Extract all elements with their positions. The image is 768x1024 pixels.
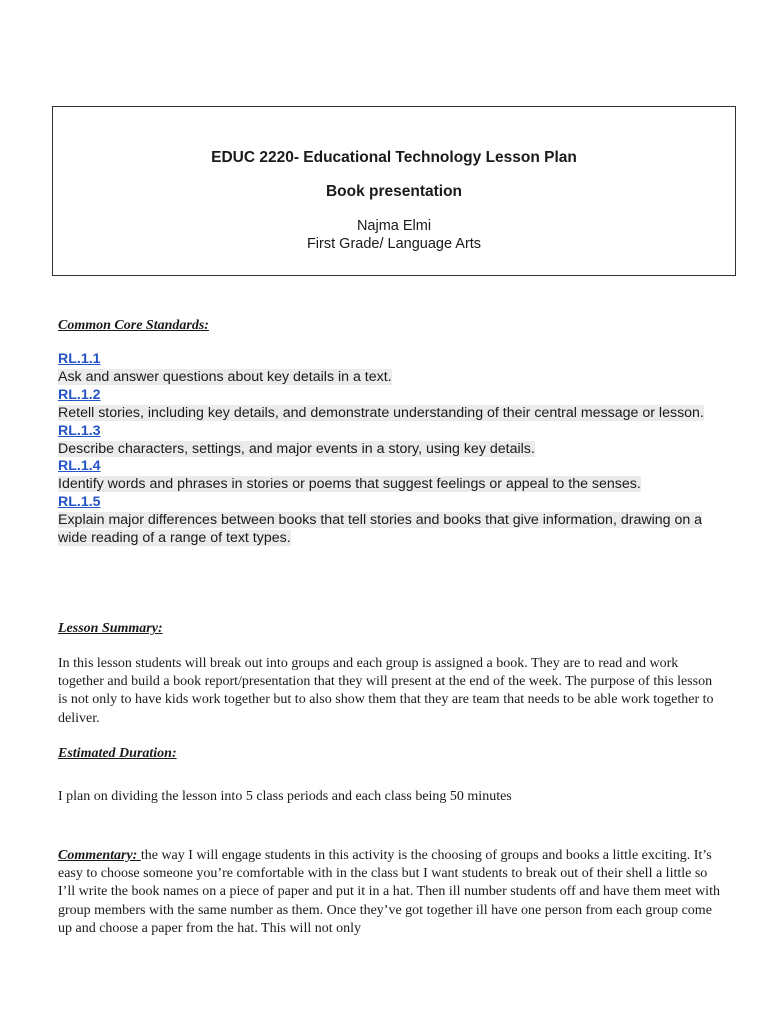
summary-heading: Lesson Summary:: [58, 621, 163, 636]
standard-link-rl-1-4[interactable]: RL.1.4: [58, 458, 101, 475]
standards-list: [58, 351, 718, 548]
standard-text: Identify words and phrases in stories or poems that suggest feelings or appeal to the senses.: [58, 476, 641, 493]
standard-text: Describe characters, settings, and major events in a story, using key details.: [58, 440, 535, 457]
standard-link-rl-1-2[interactable]: RL.1.2: [58, 386, 101, 403]
duration-text: I plan on dividing the lesson into 5 class periods and each class being 50 minutes: [58, 789, 512, 804]
grade-subject: First Grade/ Language Arts: [306, 236, 482, 252]
course-title: EDUC 2220- Educational Technology Lesson Plan: [211, 149, 577, 166]
standard-text: Retell stories, including key details, and demonstrate understanding of their central message or lesson.: [58, 404, 704, 421]
commentary-label: Commentary:: [58, 848, 141, 863]
standard-link-rl-1-1[interactable]: RL.1.1: [58, 351, 101, 367]
standard-text: Explain major differences between books that tell stories and books that give information, drawing on a wide reading of a range of text types.: [58, 512, 703, 547]
summary-text: In this lesson students will break out into groups and each group is assigned a book. They are to read and work together and build a book report/presentation that they will present at the end of the week. The purpose of this lesson is not only to have kids work together but to also show them that they are team that needs to be able work together to deliver.: [58, 656, 714, 726]
commentary-text: the way I will engage students in this activity is the choosing of groups and books a little exciting. It’s easy to choose someone you’re comfortable with in the class but I want students to break out of their shell a little so I’ll write the book names on a piece of paper and put it in a hat. Then ill number students off and have them meet with group members with the same number as them. Once they’ve got together ill have one person from each group come up and choose a paper from the hat. This will not only: [58, 848, 720, 936]
standard-link-rl-1-3[interactable]: RL.1.3: [58, 422, 101, 439]
lesson-title: Book presentation: [325, 183, 463, 200]
title-box: [52, 106, 736, 276]
standard-link-rl-1-5[interactable]: RL.1.5: [58, 494, 101, 511]
author-name: Najma Elmi: [356, 218, 432, 234]
commentary-paragraph: [58, 847, 720, 938]
standard-text: Ask and answer questions about key details in a text.: [58, 368, 392, 385]
duration-heading: Estimated Duration:: [58, 746, 177, 761]
standards-heading: Common Core Standards:: [58, 318, 209, 333]
